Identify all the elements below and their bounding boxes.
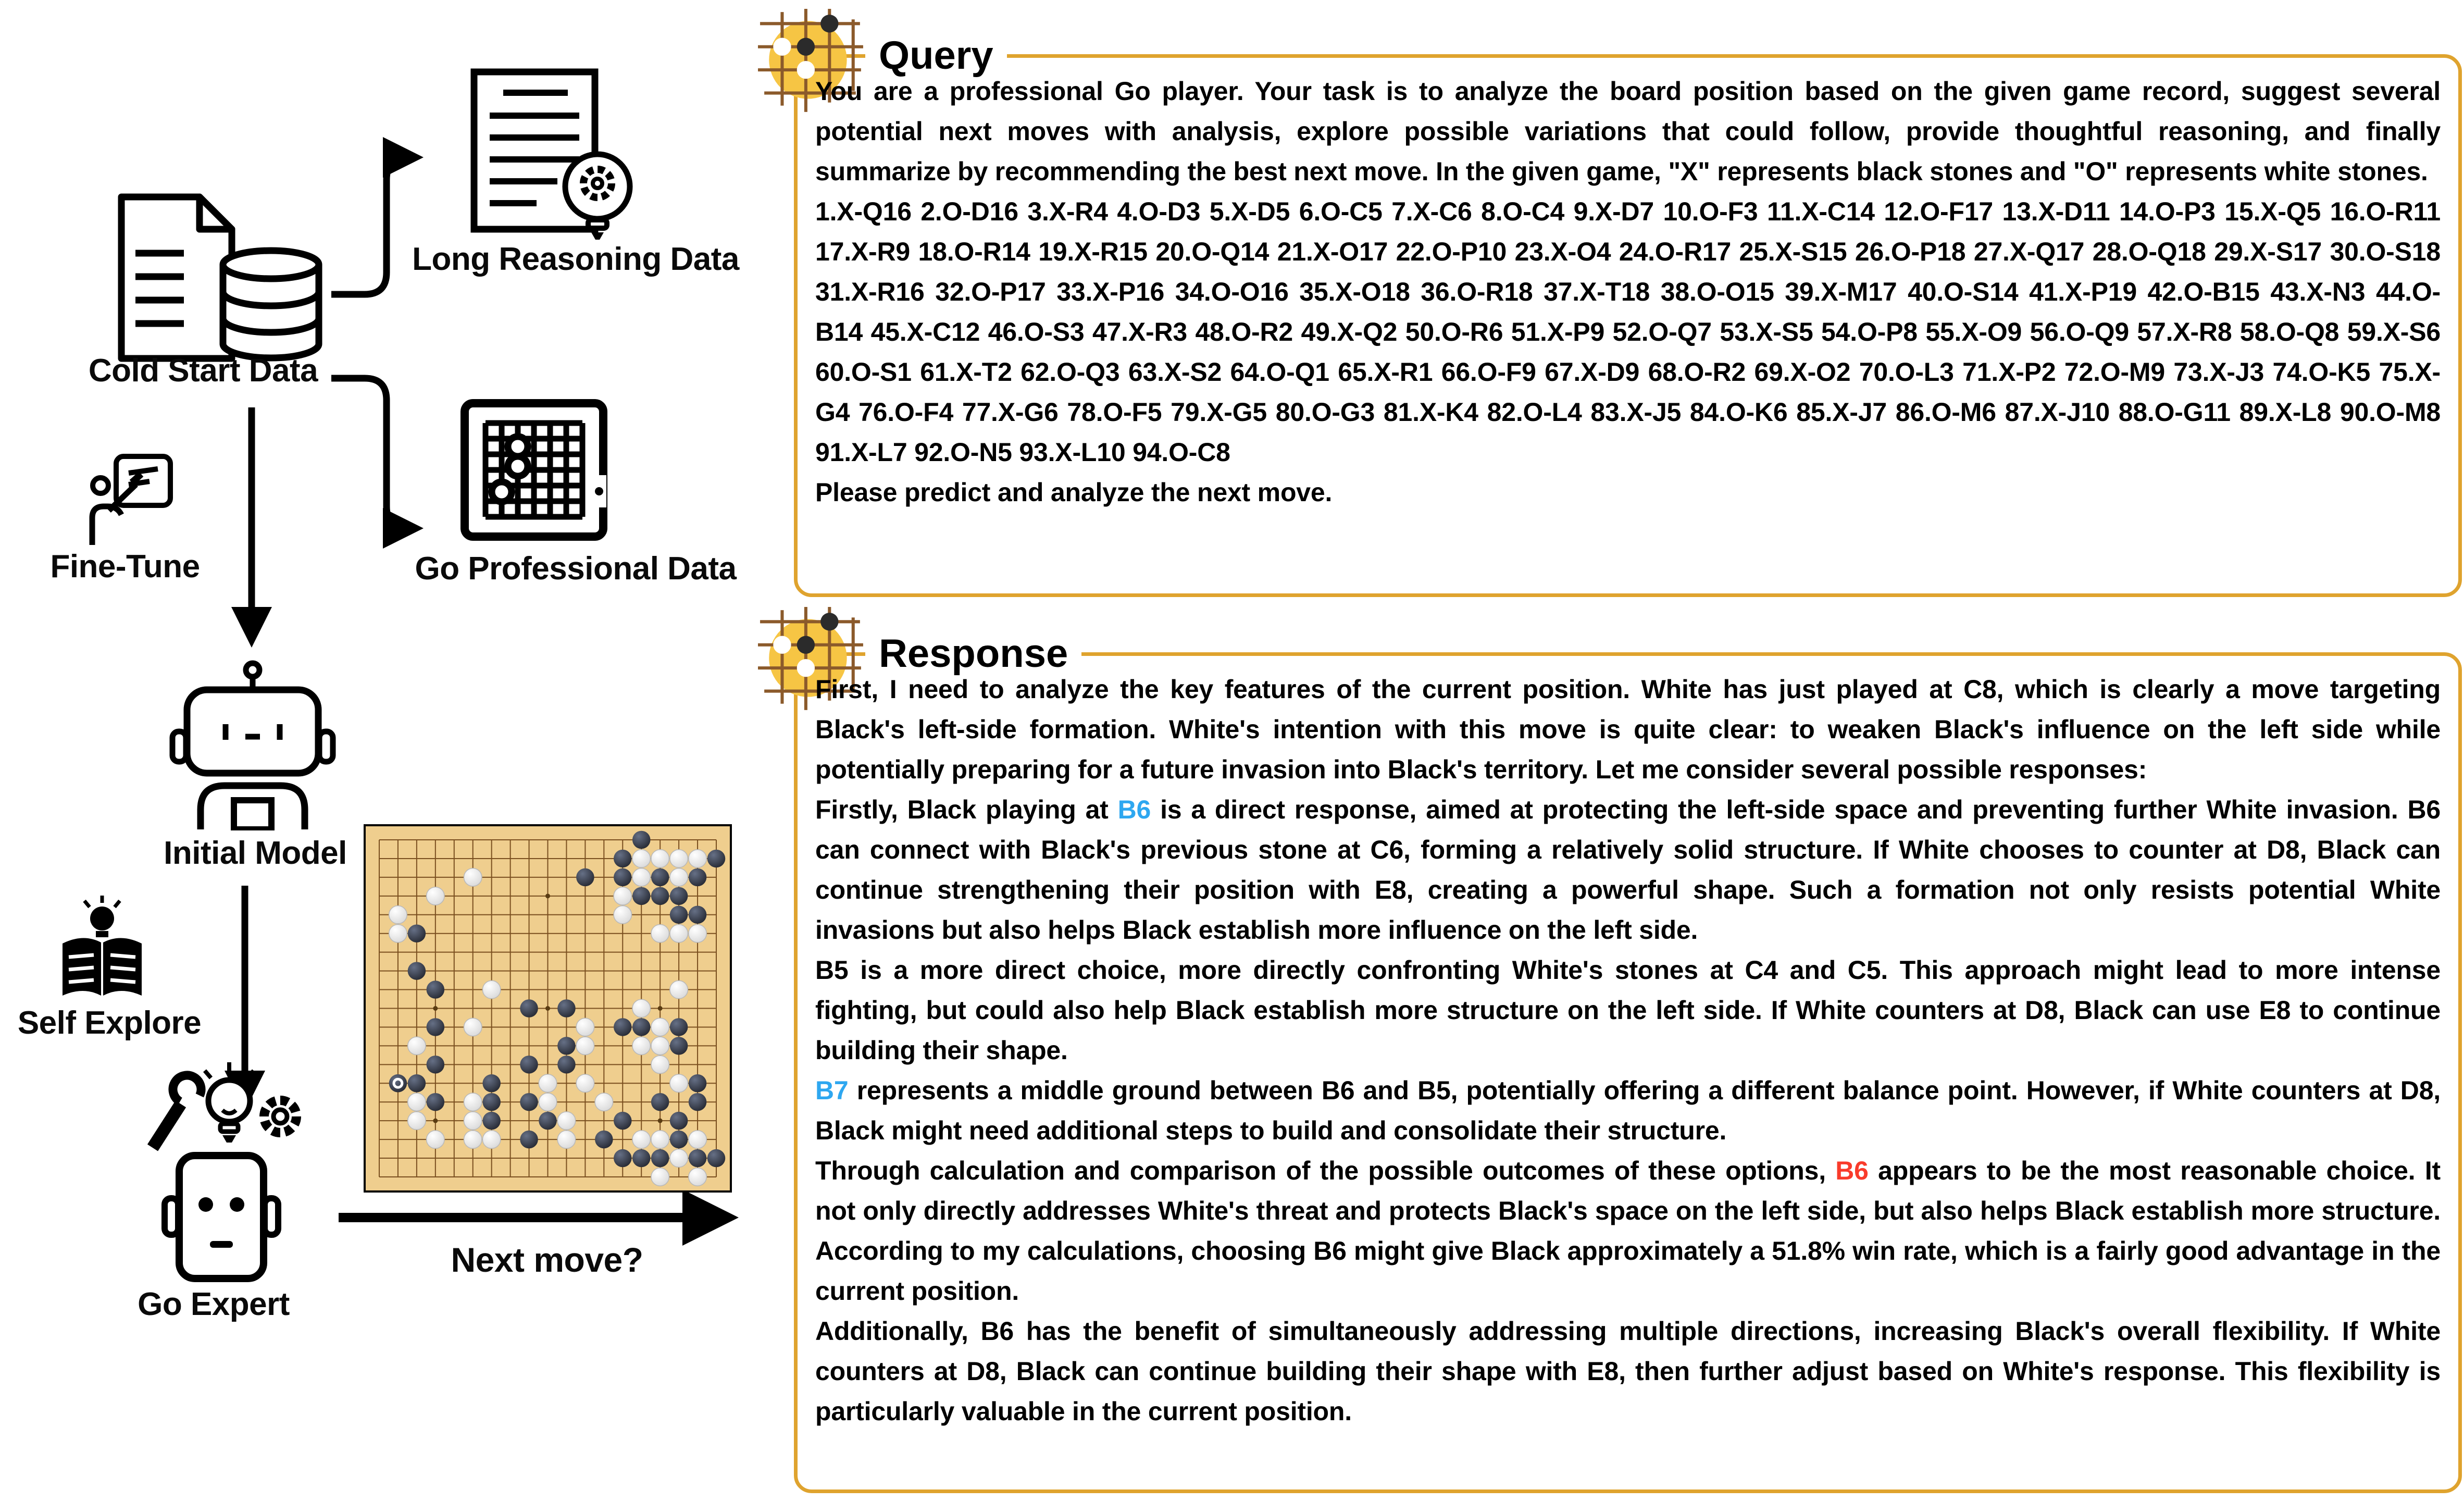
response-paragraph xyxy=(815,950,2441,1071)
cold-start-data-label: Cold Start Data xyxy=(88,353,318,389)
cold-start-data-icon xyxy=(112,192,326,364)
response-text: B5 is a more direct choice, more directly confronting White's stones at C4 and C5. This approach might lead to more intense fighting, but could also help Black establish more structure on the left side. If White counters at D8, Black can use E8 to continue building their shape. xyxy=(815,955,2441,1065)
response-paragraph xyxy=(815,1151,2441,1311)
move-b6-highlight: B6 xyxy=(1117,795,1151,824)
wrench-icon xyxy=(153,1070,206,1148)
fine-tune-label: Fine-Tune xyxy=(50,549,200,585)
fine-tune-icon xyxy=(86,452,175,547)
lightbulb-icon xyxy=(205,1062,254,1143)
query-title: Query xyxy=(865,31,1007,81)
response-text: appears to be the most reasonable choice. It not only directly addresses White's threat and protects Black's space on the left side, but also helps Black establish more structure. According to my calculations, choosing B6 might give Black approximately a 51.8% win rate, which is a fairly good advantage in the current position. xyxy=(815,1156,2441,1306)
go-expert-label: Go Expert xyxy=(138,1286,290,1322)
response-paragraph xyxy=(815,1071,2441,1151)
query-panel xyxy=(794,33,2462,597)
response-text: Firstly, Black playing at xyxy=(815,795,1118,824)
response-panel xyxy=(794,631,2462,1493)
query-intro-text: You are a professional Go player. Your task is to analyze the board position based on the given game record, suggest several potential next moves with analysis, explore possible variations that could follow, provide thoughtful reasoning, and finally summarize by recommending the best next move. In the given game, "X" represents black stones and "O" represents white stones. xyxy=(815,77,2441,186)
self-explore-label: Self Explore xyxy=(17,1005,202,1041)
response-paragraph xyxy=(815,790,2441,950)
initial-model-robot-icon xyxy=(164,657,341,830)
response-paragraph xyxy=(815,1311,2441,1432)
go-expert-robot-icon xyxy=(161,1146,281,1288)
response-text: is a direct response, aimed at protecting the left-side space and preventing further White invasion. B6 can connect with Black's previous stone at C6, forming a relatively solid structure. If White chooses to counter at D8, Black can continue strengthening their position with E8, creating a powerful shape. Such a formation not only resists potential White invasions but also helps Black establish more influence on the left side. xyxy=(815,795,2441,945)
move-b7-highlight: B7 xyxy=(815,1076,849,1105)
response-title: Response xyxy=(865,629,1081,679)
response-text: Additionally, B6 has the benefit of simultaneously addressing multiple directions, increasing Black's overall flexibility. If White counters at D8, Black can continue building their shape with E8, then further adjust based on White's response. This flexibility is particularly valuable in the current position. xyxy=(815,1317,2441,1426)
gear-icon xyxy=(264,1100,296,1133)
response-text: First, I need to analyze the key features of the current position. White has just played at C8, which is clearly a move targeting Black's left-side formation. White's intention with this move is quite clear: to weaken Black's influence on the left side while potentially preparing for a future invasion into Black's territory. Let me consider several possible responses: xyxy=(815,675,2441,784)
go-professional-data-icon xyxy=(458,397,615,548)
move-b6-best-highlight: B6 xyxy=(1835,1156,1869,1185)
response-text: represents a middle ground between B6 and B5, potentially offering a different balance point. However, if White counters at D8, Black might need additional steps to build and consolidate their structure. xyxy=(815,1076,2441,1145)
response-paragraph xyxy=(815,669,2441,790)
self-explore-icon xyxy=(57,893,147,1000)
go-professional-data-label: Go Professional Data xyxy=(415,551,737,587)
long-reasoning-data-label: Long Reasoning Data xyxy=(412,241,739,277)
go-board xyxy=(364,824,732,1193)
next-move-label: Next move? xyxy=(451,1240,643,1279)
response-text: Through calculation and comparison of the possible outcomes of these options, xyxy=(815,1156,1836,1185)
query-moves-record: 1.X-Q16 2.O-D16 3.X-R4 4.O-D3 5.X-D5 6.O-C5 7.X-C6 8.O-C4 9.X-D7 10.O-F3 11.X-C14 12.O-F17 13.X-D11 14.O-P3 15.X-Q5 16.O-R11 17.X-R9 18.O-R14 19.X-R15 20.O-Q14 21.X-O17 22.O-P10 23.X-O4 24.O-R17 25.X-S15 26.O-P18 27.X-Q17 28.O-Q18 29.X-S17 30.O-S18 31.X-R16 32.O-P17 33.X-P16 34.O-O16 35.X-O18 36.O-R18 37.X-T18 38.O-O15 39.X-M17 40.O-S14 41.X-P19 42.O-B15 43.X-N3 44.O-B14 45.X-C12 46.O-S3 47.X-R3 48.O-R2 49.X-Q2 50.O-R6 51.X-P9 52.O-Q7 53.X-S5 54.O-P8 55.X-O9 56.O-Q9 57.X-R8 58.O-Q8 59.X-S6 60.O-S1 61.X-T2 62.O-Q3 63.X-S2 64.O-Q1 65.X-R1 66.O-F9 67.X-D9 68.O-R2 69.X-O2 70.O-L3 71.X-P2 72.O-M9 73.X-J3 74.O-K5 75.X-G4 76.O-F4 77.X-G6 78.O-F5 79.X-G5 80.O-G3 81.X-K4 82.O-L4 83.X-J5 84.O-K6 85.X-J7 86.O-M6 87.X-J10 88.O-G11 89.X-L8 90.O-M8 91.X-L7 92.O-N5 93.X-L10 94.O-C8 xyxy=(815,197,2441,467)
arrow-cold-to-go-professional xyxy=(331,378,417,528)
query-closing-text: Please predict and analyze the next move. xyxy=(815,478,1333,507)
initial-model-label: Initial Model xyxy=(164,835,347,871)
expert-tools-icon xyxy=(133,1060,305,1154)
long-reasoning-data-icon xyxy=(469,68,641,256)
